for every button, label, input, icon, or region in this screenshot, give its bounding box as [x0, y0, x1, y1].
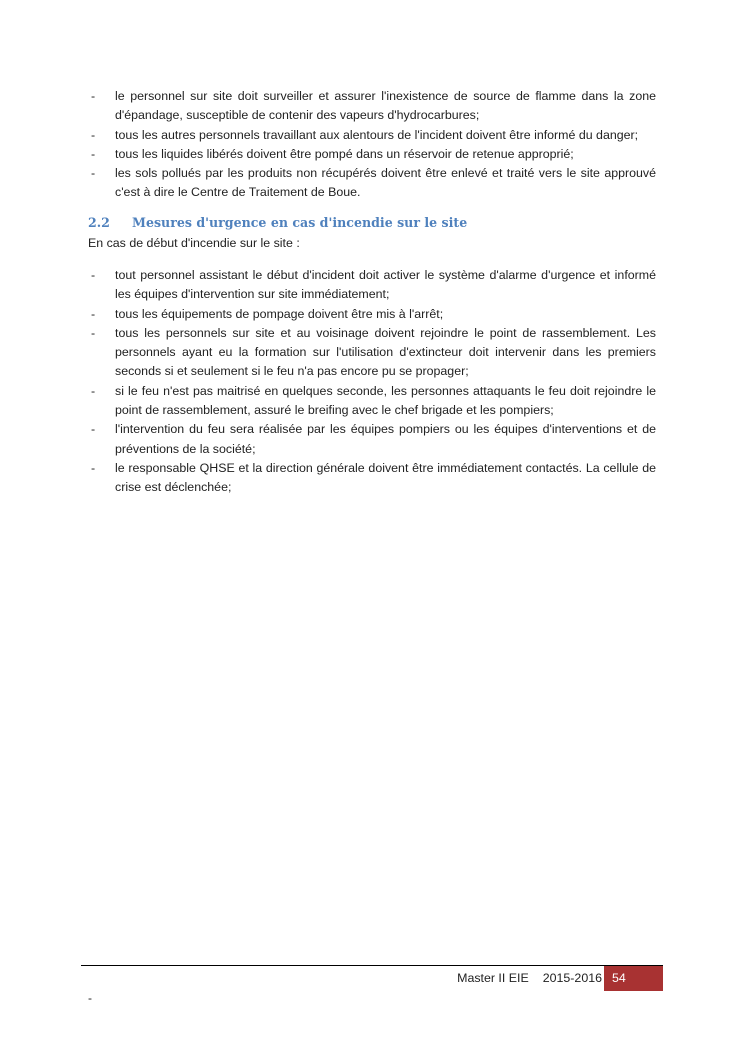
bullet-dash: -	[91, 268, 96, 282]
list-item: - tous les personnels sur site et au voisinage doivent rejoindre le point de rassemblement. Les personnels ayant eu la formation sur l'utilisation d'extincteur doit intervenir dans les premiers seconds si et seulement si le feu n'a pas encore pu se propager;	[91, 325, 656, 379]
footer-divider	[81, 965, 663, 966]
list-item: - les sols pollués par les produits non récupérés doivent être enlevé et traité vers le site approuvé c'est à dire le Centre de Traitement de Boue.	[91, 166, 656, 200]
bullet-dash: -	[91, 306, 96, 321]
list-item: - l'intervention du feu sera réalisée par les équipes pompiers ou les équipes d'interventions et de préventions de la société;	[91, 422, 656, 456]
footer-years: 2015-2016	[542, 971, 602, 985]
fire-emergency-list	[88, 266, 656, 498]
bullet-dash: -	[91, 166, 96, 181]
bullet-dash: -	[91, 146, 96, 161]
bullet-dash: -	[91, 127, 96, 142]
bullet-dash: -	[91, 89, 96, 103]
list-item: - si le feu n'est pas maitrisé en quelques seconde, les personnes attaquants le feu doit rejoindre le point de rassemblement, assuré le breifing avec le chef brigade et les pompiers;	[91, 383, 656, 418]
section-intro: En cas de début d'incendie sur le site :	[88, 236, 300, 250]
hazard-precautions-list	[88, 87, 656, 203]
footer-program: Master II EIE	[457, 971, 529, 985]
page-number-badge: 54	[604, 966, 663, 991]
footer-mark: -	[88, 991, 92, 1005]
section-title: Mesures d'urgence en cas d'incendie sur le site	[132, 215, 468, 230]
bullet-dash: -	[91, 422, 96, 437]
section-heading	[88, 215, 467, 230]
list-item: - tous les équipements de pompage doivent être mis à l'arrêt;	[88, 305, 656, 324]
list-item: - tout personnel assistant le début d'incident doit activer le système d'alarme d'urgence et informé les équipes d'intervention sur site immédiatement;	[91, 268, 656, 302]
bullet-dash: -	[91, 325, 96, 340]
bullet-dash: -	[91, 383, 96, 398]
footer-label	[457, 970, 602, 986]
list-item: - tous les autres personnels travaillant aux alentours de l'incident doivent être informé du danger;	[88, 126, 656, 145]
list-item: - le personnel sur site doit surveiller et assurer l'inexistence de source de flamme dans la zone d'épandage, susceptible de contenir des vapeurs d'hydrocarbures;	[91, 89, 656, 123]
list-item: - le responsable QHSE et la direction générale doivent être immédiatement contactés. La cellule de crise est déclenchée;	[91, 460, 656, 495]
section-number: 2.2	[88, 215, 110, 230]
bullet-dash: -	[91, 460, 96, 475]
list-item: - tous les liquides libérés doivent être pompé dans un réservoir de retenue approprié;	[88, 145, 656, 164]
